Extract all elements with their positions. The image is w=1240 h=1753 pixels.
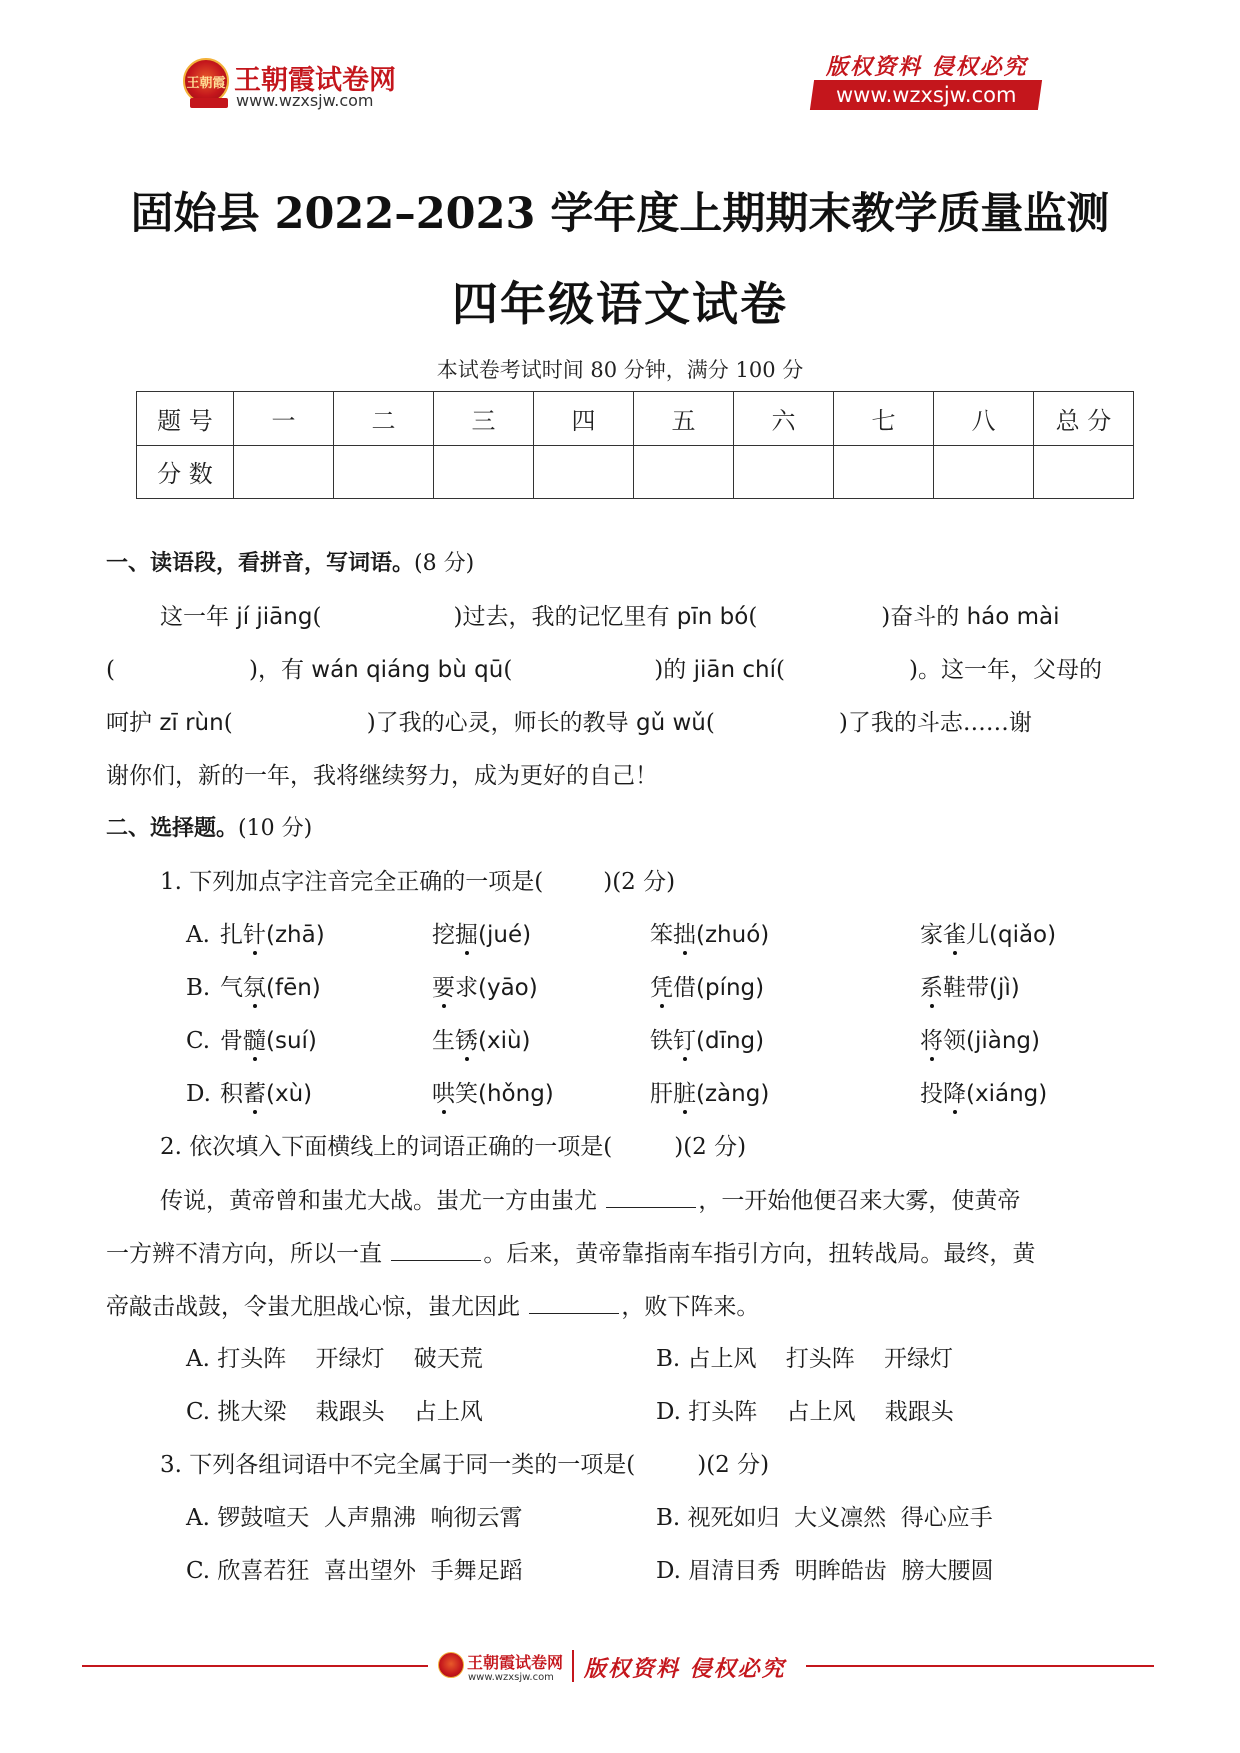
word-part: 肝 (650, 1081, 673, 1107)
pinyin: (hǒng) (478, 1081, 554, 1107)
score-col-total: 总 分 (1034, 392, 1134, 446)
question1-option-word (920, 977, 1020, 1000)
footer-divider (572, 1650, 574, 1682)
dotted-character: 氛 (243, 975, 266, 1001)
text-run: 过去，我的记忆里有 (462, 604, 677, 630)
question1-option-word (650, 924, 769, 947)
question1-option-word (650, 1083, 769, 1106)
score-col-6: 六 (734, 392, 834, 446)
word-part: 家 (920, 922, 943, 948)
answer-blank[interactable] (391, 1242, 481, 1261)
dotted-character: 要 (432, 975, 455, 1001)
score-cell[interactable] (534, 445, 634, 499)
word-part: 扎 (220, 922, 243, 948)
dotted-character: 钉 (673, 1028, 696, 1054)
pinyin: (dīng) (696, 1028, 765, 1054)
question2-option-b[interactable]: B. 占上风 打头阵 开绿灯 (656, 1346, 954, 1372)
score-col-4: 四 (534, 392, 634, 446)
question1-option-word (220, 1083, 312, 1106)
dotted-character: 锈 (455, 1028, 478, 1054)
text-run: 帝敲击战鼓，令蚩尤胆战心惊，蚩尤因此 (106, 1294, 528, 1320)
word-part: 求 (455, 975, 478, 1001)
section1-line3: 呵护 zī rùn( )了我的心灵，师长的教导 gǔ wǔ( )了我的斗志……谢 (106, 710, 1032, 736)
word-part: 气 (220, 975, 243, 1001)
text-run: ，有 (257, 657, 312, 683)
word-part: 鞋带 (943, 975, 989, 1001)
question1-option-word (650, 1030, 764, 1053)
question2-stem (160, 1136, 746, 1159)
pinyin: (zhuó) (696, 922, 770, 948)
text-run: 奋斗的 (890, 604, 967, 630)
question1-option-word (432, 1030, 531, 1053)
exam-instructions: 本试卷考试时间 80 分钟，满分 100 分 (436, 358, 804, 382)
section1-heading-text: 一、读语段，看拼音，写词语。 (106, 551, 415, 576)
section2-heading (106, 818, 312, 840)
question1-option-word (920, 1083, 1047, 1106)
word-part: 笑 (455, 1081, 478, 1107)
score-table-score-row (137, 445, 1134, 499)
score-table-header-row (137, 392, 1134, 446)
question2-passage-line1 (160, 1189, 1020, 1213)
text-run: 呵护 (106, 710, 160, 736)
question1-stem (160, 871, 675, 894)
score-table (136, 391, 1134, 499)
footer-copyright: 版权资料 侵权必究 (584, 1656, 786, 1682)
score-col-7: 七 (834, 392, 934, 446)
text-run: )(2 分) (603, 869, 676, 895)
dotted-character: 将 (920, 1028, 943, 1054)
question1-option-word (920, 1030, 1040, 1053)
question1-option-letter[interactable]: D. (186, 1081, 211, 1107)
dotted-character: 髓 (243, 1028, 266, 1054)
pinyin: (zàng) (696, 1081, 770, 1107)
question1-option-word (220, 1030, 317, 1053)
question3-option-a[interactable]: A. 锣鼓喧天 人声鼎沸 响彻云霄 (186, 1505, 523, 1531)
score-cell[interactable] (234, 445, 334, 499)
pinyin: pīn bó (676, 604, 749, 630)
question2-passage-line3 (106, 1295, 759, 1319)
word-part: 生 (432, 1028, 455, 1054)
question1-option-word (220, 924, 325, 947)
text-run: 的 (663, 657, 694, 683)
section1-line1: 这一年 jí jiāng( )过去，我的记忆里有 pīn bó( )奋斗的 háo mài (160, 604, 1060, 630)
question1-option-word (220, 977, 321, 1000)
score-table-row-label: 分 数 (137, 445, 234, 499)
pinyin: gǔ wǔ (635, 710, 706, 736)
word-part: 积 (220, 1081, 243, 1107)
word-part: 骨 (220, 1028, 243, 1054)
word-part: 借 (673, 975, 696, 1001)
word-part: 挖 (432, 922, 455, 948)
score-cell[interactable] (934, 445, 1034, 499)
logo-url: www.wzxsjw.com (236, 91, 374, 110)
score-cell[interactable] (1034, 445, 1134, 499)
text-run: )(2 分) (674, 1134, 747, 1160)
section1-line2: ( )，有 wán qiáng bù qū( )的 jiān chí( )。这一年，父母的 (106, 657, 1102, 683)
score-col-8: 八 (934, 392, 1034, 446)
text-run: 一方辨不清方向，所以一直 (106, 1241, 390, 1267)
word-part: 笨 (650, 922, 673, 948)
dotted-character: 系 (920, 975, 943, 1001)
exam-subject-title: 四年级语文试卷 (452, 277, 788, 331)
text-run: 。后来，黄帝靠指南车指引方向，扭转战局。最终，黄 (483, 1241, 1036, 1267)
dotted-character: 降 (943, 1081, 966, 1107)
pinyin: wán qiáng bù qū (311, 657, 504, 683)
question2-option-a[interactable]: A. 打头阵 开绿灯 破天荒 (186, 1346, 483, 1372)
text-run: ，一开始他便召来大雾，使黄帝 (698, 1188, 1021, 1214)
section1-line4: 谢你们，新的一年，我将继续努力，成为更好的自己！ (106, 763, 658, 789)
copyright-notice: 版权资料 侵权必究 (826, 54, 1028, 80)
pinyin: (suí) (266, 1028, 317, 1054)
footer-logo-seal-icon (438, 1652, 464, 1678)
text-run: 这一年 (160, 604, 237, 630)
footer-logo-url: www.wzxsjw.com (468, 1672, 554, 1683)
pinyin: (zhā) (266, 922, 325, 948)
question1-option-word (920, 924, 1056, 947)
question1-option-word (650, 977, 764, 1000)
score-cell[interactable] (834, 445, 934, 499)
question1-option-word (432, 924, 531, 947)
score-col-1: 一 (234, 392, 334, 446)
pinyin: (píng) (696, 975, 765, 1001)
pinyin: zī rùn (159, 710, 224, 736)
score-col-2: 二 (334, 392, 434, 446)
score-table-header-label: 题 号 (137, 392, 234, 446)
url-banner-text: www.wzxsjw.com (835, 83, 1017, 107)
pinyin: (yāo) (478, 975, 538, 1001)
text-run: 2. 依次填入下面横线上的词语正确的一项是( (160, 1134, 613, 1160)
text-run: )(2 分) (697, 1452, 770, 1478)
dotted-character: 针 (243, 922, 266, 948)
pinyin: (fēn) (266, 975, 321, 1001)
pinyin: háo mài (966, 604, 1060, 630)
dotted-character: 雀 (943, 922, 966, 948)
dotted-character: 脏 (673, 1081, 696, 1107)
footer-logo-name: 王朝霞试卷网 (467, 1653, 564, 1672)
question1-option-letter[interactable]: C. (186, 1028, 211, 1054)
section1-heading (106, 553, 474, 575)
question3-option-c[interactable]: C. 欣喜若狂 喜出望外 手舞足蹈 (186, 1558, 523, 1584)
question3-option-b[interactable]: B. 视死如归 大义凛然 得心应手 (656, 1505, 993, 1531)
pinyin: (xiáng) (966, 1081, 1048, 1107)
section2-heading-text: 二、选择题。 (106, 816, 239, 841)
word-part: 领 (943, 1028, 966, 1054)
score-col-3: 三 (434, 392, 534, 446)
pinyin: (jué) (478, 922, 532, 948)
text-run: 了我的斗志……谢 (847, 710, 1032, 736)
pinyin: (jiàng) (966, 1028, 1040, 1054)
word-part: 儿 (966, 922, 989, 948)
section1-points: (8 分) (414, 551, 475, 576)
question3-option-d[interactable]: D. 眉清目秀 明眸皓齿 膀大腰圆 (656, 1558, 994, 1584)
question2-passage-line2 (106, 1242, 1035, 1266)
text-run: 。这一年，父母的 (917, 657, 1102, 683)
score-cell[interactable] (434, 445, 534, 499)
footer-rule-left (82, 1665, 428, 1667)
score-cell[interactable] (634, 445, 734, 499)
footer-rule-right (806, 1665, 1154, 1667)
dotted-character: 拙 (673, 922, 696, 948)
text-run: ，败下阵来。 (621, 1294, 760, 1320)
question2-option-c[interactable]: C. 挑大梁 栽跟头 占上风 (186, 1399, 483, 1425)
pinyin: jí jiāng (236, 604, 313, 630)
question3-stem (160, 1454, 769, 1477)
pinyin: jiān chí (693, 657, 776, 683)
score-cell[interactable] (734, 445, 834, 499)
question1-option-letter[interactable]: A. (186, 922, 210, 948)
question1-option-letter[interactable]: B. (186, 975, 211, 1001)
pinyin: (qiǎo) (989, 922, 1057, 948)
word-part: 铁 (650, 1028, 673, 1054)
question2-option-d[interactable]: D. 打头阵 占上风 栽跟头 (656, 1399, 954, 1425)
dotted-character: 哄 (432, 1081, 455, 1107)
dotted-character: 蓄 (243, 1081, 266, 1107)
pinyin: (xiù) (478, 1028, 531, 1054)
url-banner (810, 80, 1042, 110)
text-run: 了我的心灵，师长的教导 (375, 710, 636, 736)
pinyin: (xù) (266, 1081, 313, 1107)
word-part: 投 (920, 1081, 943, 1107)
logo-ribbon (190, 98, 228, 108)
logo-name: 王朝霞试卷网 (234, 65, 396, 96)
dotted-character: 掘 (455, 922, 478, 948)
exam-title: 固始县 2022–2023 学年度上期期末教学质量监测 (130, 189, 1110, 239)
dotted-character: 凭 (650, 975, 673, 1001)
text-run: 传说，黄帝曾和蚩尤大战。蚩尤一方由蚩尤 (160, 1188, 605, 1214)
pinyin: (jì) (989, 975, 1020, 1001)
text-run: 1. 下列加点字注音完全正确的一项是( (160, 869, 544, 895)
text-run: 3. 下列各组词语中不完全属于同一类的一项是( (160, 1452, 636, 1478)
logo-seal-text: 王朝霞 (186, 76, 226, 91)
question1-option-word (432, 977, 538, 1000)
section2-points: (10 分) (238, 816, 313, 841)
question1-option-word (432, 1083, 554, 1106)
score-col-5: 五 (634, 392, 734, 446)
answer-blank[interactable] (606, 1189, 696, 1208)
answer-blank[interactable] (529, 1295, 619, 1314)
score-cell[interactable] (334, 445, 434, 499)
